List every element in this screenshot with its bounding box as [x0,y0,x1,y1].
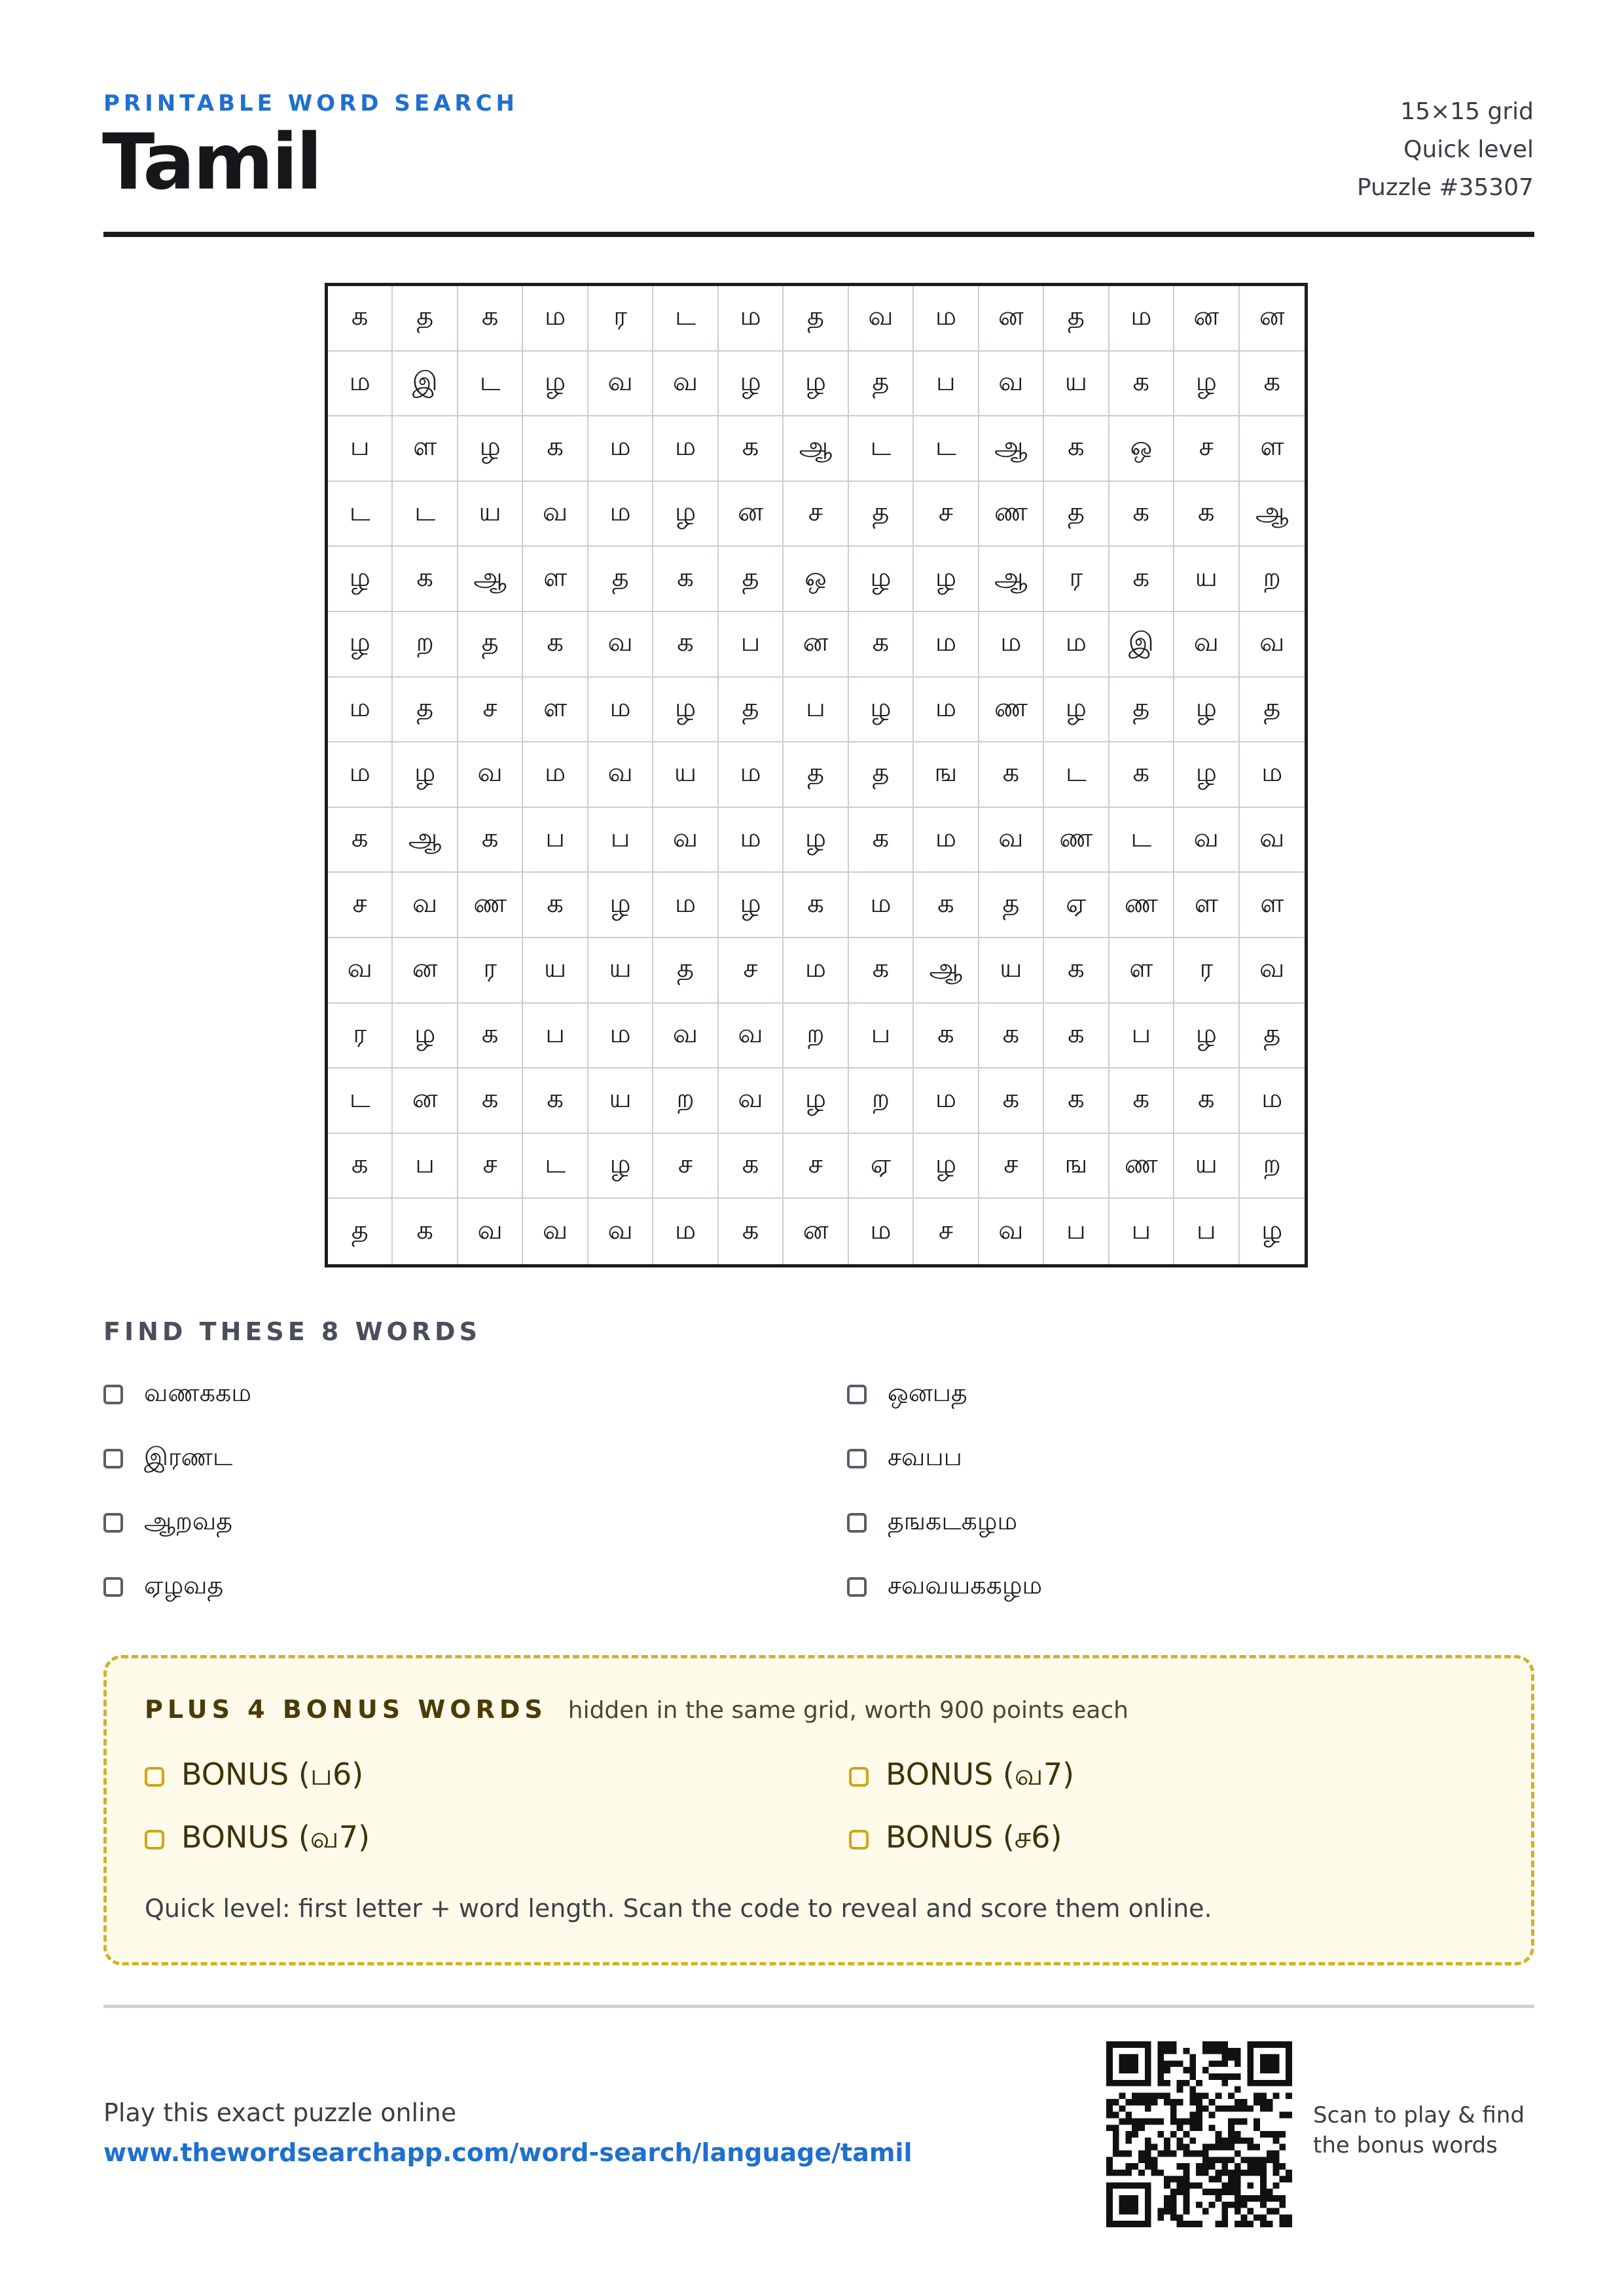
grid-cell[interactable]: ம [979,612,1044,678]
bonus-header [145,1695,1128,1724]
bonus-title: PLUS 4 BONUS WORDS [145,1695,547,1724]
grid-cell[interactable]: வ [979,808,1044,873]
grid-cell[interactable]: ம [653,873,718,938]
grid-cell[interactable]: ப [523,1004,588,1069]
grid-cell[interactable]: ப [1044,1199,1109,1264]
grid-cell[interactable]: வ [653,352,718,417]
grid-cell[interactable]: ழ [393,742,458,808]
grid-cell[interactable]: ய [979,938,1044,1004]
grid-cell[interactable]: ண [1110,1134,1174,1199]
grid-cell[interactable]: ன [1174,286,1239,352]
grid-cell[interactable]: த [784,286,848,352]
grid-cell[interactable]: ர [1174,938,1239,1004]
word-item[interactable] [103,1375,251,1414]
grid-cell[interactable]: ன [719,482,784,547]
grid-cell[interactable]: ழ [1174,678,1239,743]
grid-cell[interactable]: ப [719,612,784,678]
grid-cell[interactable]: ம [1240,742,1305,808]
grid-cell[interactable]: ஒ [784,547,848,612]
grid-cell[interactable]: வ [979,352,1044,417]
word-text: வணககம [144,1378,251,1407]
grid-cell[interactable]: ள [1240,416,1305,482]
grid-cell[interactable]: க [849,938,914,1004]
word-text: இரணட [144,1442,233,1471]
grid-cell[interactable]: ழ [653,482,718,547]
grid-cell[interactable]: ச [784,482,848,547]
bonus-subtitle: hidden in the same grid, worth 900 points each [568,1697,1128,1724]
grid-cell[interactable]: ம [588,1004,653,1069]
grid-cell[interactable]: ம [914,612,979,678]
grid-cell[interactable]: ட [393,482,458,547]
grid-cell[interactable]: ம [1240,1068,1305,1134]
bonus-item[interactable] [145,1757,363,1796]
grid-cell[interactable]: ள [1110,938,1174,1004]
grid-cell[interactable]: ப [393,1134,458,1199]
grid-cell[interactable]: ஆ [393,808,458,873]
grid-cell[interactable]: வ [328,938,393,1004]
grid-cell[interactable]: ண [1110,873,1174,938]
grid-cell[interactable]: த [393,286,458,352]
word-text: சவவயககழம [888,1571,1043,1599]
grid-cell[interactable]: வ [588,612,653,678]
grid-cell[interactable]: க [1044,1004,1109,1069]
word-text: ஆறவத [144,1506,233,1535]
grid-cell[interactable]: ப [1174,1199,1239,1264]
grid-cell[interactable]: ழ [719,352,784,417]
grid-cell[interactable]: க [1240,352,1305,417]
grid-cell[interactable]: ம [328,742,393,808]
grid-cell[interactable]: ட [328,482,393,547]
grid-cell[interactable]: வ [719,1068,784,1134]
grid-cell[interactable]: ழ [653,678,718,743]
grid-cell[interactable]: ம [719,286,784,352]
grid-cell[interactable]: க [328,808,393,873]
grid-cell[interactable]: ஆ [458,547,523,612]
grid-cell[interactable]: ம [719,742,784,808]
grid-cell[interactable]: இ [393,352,458,417]
grid-cell[interactable]: க [849,808,914,873]
grid-cell[interactable]: வ [979,1199,1044,1264]
grid-cell[interactable]: ம [588,416,653,482]
grid-cell[interactable]: க [523,1068,588,1134]
grid-cell[interactable]: ன [393,938,458,1004]
grid-cell[interactable]: ய [523,938,588,1004]
grid-cell[interactable]: ழ [328,547,393,612]
grid-cell[interactable]: ச [979,1134,1044,1199]
grid-cell[interactable]: த [784,742,848,808]
grid-cell[interactable]: க [849,612,914,678]
grid-cell[interactable]: க [784,873,848,938]
grid-cell[interactable]: ய [1044,352,1109,417]
grid-cell[interactable]: க [458,286,523,352]
grid-cell[interactable]: ச [914,1199,979,1264]
grid-cell[interactable]: இ [1110,612,1174,678]
bonus-item-text: BONUS (வ7) [181,1819,370,1855]
grid-cell[interactable]: ண [1044,808,1109,873]
grid-cell[interactable]: த [393,678,458,743]
grid-cell[interactable]: வ [1240,938,1305,1004]
grid-cell[interactable]: க [523,416,588,482]
grid-size: 15×15 grid [1400,98,1534,125]
grid-cell[interactable]: ழ [784,352,848,417]
grid-cell[interactable]: த [849,352,914,417]
grid-cell[interactable]: ள [523,678,588,743]
grid-cell[interactable]: ர [458,938,523,1004]
grid-cell[interactable]: க [979,742,1044,808]
checkbox-icon[interactable] [145,1830,164,1850]
grid-cell[interactable]: ம [849,873,914,938]
grid-cell[interactable]: ற [1240,1134,1305,1199]
grid-cell[interactable]: ட [458,352,523,417]
grid-cell[interactable]: ஆ [914,938,979,1004]
grid-cell[interactable]: ழ [588,873,653,938]
checkbox-icon[interactable] [847,1513,867,1533]
grid-cell[interactable]: ய [458,482,523,547]
page-title: Tamil [102,117,321,207]
grid-cell[interactable]: வ [523,1199,588,1264]
grid-cell[interactable]: ண [458,873,523,938]
qr-caption-line: the bonus words [1313,2132,1498,2159]
word-text: ஏழவத [144,1571,224,1599]
grid-cell[interactable]: வ [523,482,588,547]
grid-cell[interactable]: ய [653,742,718,808]
grid-cell[interactable]: த [1240,678,1305,743]
grid-cell[interactable]: க [914,873,979,938]
checkbox-icon[interactable] [103,1577,123,1597]
grid-cell[interactable]: ம [588,482,653,547]
grid-cell[interactable]: க [1174,482,1239,547]
bonus-item[interactable] [145,1819,370,1859]
qr-code-icon[interactable] [1106,2041,1292,2227]
grid-cell[interactable]: ழ [458,416,523,482]
grid-cell[interactable]: ஆ [784,416,848,482]
grid-cell[interactable]: த [719,678,784,743]
grid-cell[interactable]: ட [1044,742,1109,808]
grid-cell[interactable]: வ [1174,808,1239,873]
grid-cell[interactable]: க [979,1004,1044,1069]
play-online-label: Play this exact puzzle online [103,2098,457,2127]
grid-cell[interactable]: ட [653,286,718,352]
grid-cell[interactable]: வ [588,352,653,417]
word-list-title: FIND THESE 8 WORDS [103,1317,481,1346]
grid-cell[interactable]: ழ [1044,678,1109,743]
grid-cell[interactable]: த [849,742,914,808]
grid-cell[interactable]: க [1110,742,1174,808]
grid-cell[interactable]: ம [588,678,653,743]
grid-cell[interactable]: ம [328,352,393,417]
bonus-panel [103,1655,1534,1965]
grid-cell[interactable]: க [1110,352,1174,417]
bonus-item-text: BONUS (ப6) [181,1757,364,1792]
grid-cell[interactable]: த [458,612,523,678]
grid-cell[interactable]: ழ [914,1134,979,1199]
grid-cell[interactable]: வ [393,873,458,938]
footer-divider [103,2005,1534,2008]
grid-cell[interactable]: வ [653,1004,718,1069]
grid-cell[interactable]: ச [914,482,979,547]
grid-cell[interactable]: ஆ [1240,482,1305,547]
grid-cell[interactable]: க [719,1134,784,1199]
grid-cell[interactable]: ள [1240,873,1305,938]
grid-cell[interactable]: ள [393,416,458,482]
grid-cell[interactable]: க [914,1004,979,1069]
grid-cell[interactable]: த [719,547,784,612]
grid-cell[interactable]: ப [914,352,979,417]
grid-cell[interactable]: த [1240,1004,1305,1069]
grid-cell[interactable]: க [1174,1068,1239,1134]
grid-cell[interactable]: ய [588,938,653,1004]
grid-cell[interactable]: ம [653,416,718,482]
grid-cell[interactable]: க [979,1068,1044,1134]
grid-cell[interactable]: க [393,1199,458,1264]
grid-cell[interactable]: க [653,547,718,612]
grid-cell[interactable]: ற [1240,547,1305,612]
grid-cell[interactable]: ப [1110,1004,1174,1069]
grid-cell[interactable]: வ [458,1199,523,1264]
letter-grid[interactable] [325,283,1308,1267]
grid-cell[interactable]: ள [523,547,588,612]
grid-cell[interactable]: வ [588,742,653,808]
bonus-item[interactable] [849,1757,1074,1796]
word-item[interactable] [103,1439,232,1478]
grid-cell[interactable]: ன [1240,286,1305,352]
grid-cell[interactable]: ற [784,1004,848,1069]
grid-cell[interactable]: க [719,416,784,482]
checkbox-icon[interactable] [103,1385,123,1404]
grid-cell[interactable]: ன [784,612,848,678]
word-list [103,1375,1534,1637]
grid-cell[interactable]: ழ [914,547,979,612]
grid-cell[interactable]: ழ [1261,1214,1283,1245]
grid-cell[interactable]: ச [719,938,784,1004]
grid-cell[interactable]: ஏ [849,1134,914,1199]
grid-cell[interactable]: ச [1174,416,1239,482]
grid-cell[interactable]: வ [588,1199,653,1264]
grid-cell[interactable]: ஆ [979,547,1044,612]
grid-cell[interactable]: ள [1174,873,1239,938]
puzzle-meta [1357,93,1534,207]
header-divider [103,232,1534,237]
grid-cell[interactable]: ட [914,416,979,482]
grid-cell[interactable]: வ [1174,612,1239,678]
grid-cell[interactable]: ம [653,1199,718,1264]
grid-cell[interactable]: வ [458,742,523,808]
word-text: ஒனபத [888,1378,967,1407]
grid-cell[interactable]: ய [1174,1134,1239,1199]
qr-caption [1313,2100,1525,2160]
checkbox-icon[interactable] [847,1449,867,1468]
grid-cell[interactable]: க [458,808,523,873]
bonus-item[interactable] [849,1819,1062,1859]
grid-cell[interactable]: ங [914,742,979,808]
puzzle-number: Puzzle #35307 [1357,174,1534,201]
grid-cell[interactable]: க [328,286,393,352]
grid-cell[interactable]: ன [784,1199,848,1264]
grid-cell[interactable]: ற [849,1068,914,1134]
grid-cell[interactable]: ஆ [979,416,1044,482]
grid-cell[interactable]: ப [849,1004,914,1069]
grid-cell[interactable]: ப [523,808,588,873]
word-item[interactable] [847,1503,1017,1542]
grid-cell[interactable]: ம [914,286,979,352]
grid-cell[interactable]: ற [393,612,458,678]
grid-cell[interactable]: ம [914,1068,979,1134]
checkbox-icon[interactable] [103,1513,123,1533]
checkbox-icon[interactable] [847,1385,867,1404]
checkbox-icon[interactable] [103,1449,123,1468]
grid-cell[interactable]: ழ [328,612,393,678]
checkbox-icon[interactable] [145,1767,164,1787]
grid-cell[interactable]: ச [653,1134,718,1199]
grid-cell[interactable]: க [1110,482,1174,547]
grid-cell[interactable]: ழ [719,873,784,938]
grid-cell[interactable]: த [979,873,1044,938]
grid-cell[interactable]: ண [979,482,1044,547]
grid-cell[interactable]: ழ [784,1068,848,1134]
word-item[interactable] [847,1375,967,1414]
grid-cell[interactable]: ப [784,678,848,743]
grid-cell[interactable]: ர [588,286,653,352]
grid-cell[interactable]: ன [979,286,1044,352]
grid-cell[interactable]: க [1044,416,1109,482]
grid-cell[interactable]: க [523,873,588,938]
checkbox-icon[interactable] [849,1830,869,1850]
grid-cell[interactable]: வ [849,286,914,352]
grid-cell[interactable]: க [458,1068,523,1134]
grid-cell[interactable]: த [1044,482,1109,547]
grid-cell[interactable]: ர [1044,547,1109,612]
word-text: தஙகடகழம [888,1506,1018,1535]
grid-cell[interactable]: ழ [849,678,914,743]
grid-cell[interactable]: த [653,938,718,1004]
grid-cell[interactable]: க [523,612,588,678]
grid-cell[interactable]: ற [653,1068,718,1134]
page-kicker: PRINTABLE WORD SEARCH [103,90,518,117]
word-item[interactable] [103,1567,223,1607]
grid-cell[interactable]: ம [784,938,848,1004]
grid-cell[interactable]: ச [784,1134,848,1199]
grid-cell[interactable]: ண [979,678,1044,743]
grid-cell[interactable]: ட [523,1134,588,1199]
checkbox-icon[interactable] [847,1577,867,1597]
grid-cell[interactable]: ய [1174,547,1239,612]
grid-cell[interactable]: ம [1110,286,1174,352]
grid-cell[interactable]: க [393,547,458,612]
word-text: சவபப [888,1442,962,1471]
grid-cell[interactable]: ழ [784,808,848,873]
grid-cell[interactable]: வ [1240,808,1305,873]
grid-cell[interactable]: க [1044,938,1109,1004]
grid-cell[interactable]: ம [849,1199,914,1264]
grid-cell[interactable]: த [328,1199,393,1264]
grid-cell[interactable]: ப [328,416,393,482]
grid-cell[interactable]: ழ [1174,352,1239,417]
grid-cell[interactable]: ம [1044,612,1109,678]
bonus-item-text: BONUS (ச6) [886,1819,1062,1855]
grid-cell[interactable]: ம [914,678,979,743]
grid-cell[interactable]: க [458,1004,523,1069]
grid-cell[interactable]: ங [1044,1134,1109,1199]
word-item[interactable] [847,1567,1042,1607]
grid-cell[interactable]: ட [849,416,914,482]
grid-cell[interactable]: க [1110,547,1174,612]
word-item[interactable] [103,1503,232,1542]
difficulty-level: Quick level [1403,136,1534,163]
grid-cell[interactable]: ழ [588,1134,653,1199]
grid-cell[interactable]: ழ [393,1004,458,1069]
grid-cell[interactable]: ழ [849,547,914,612]
grid-cell[interactable]: ய [588,1068,653,1134]
bonus-item-text: BONUS (வ7) [886,1757,1075,1792]
grid-cell[interactable]: ப [588,808,653,873]
grid-cell[interactable]: த [588,547,653,612]
grid-cell[interactable]: ம [914,808,979,873]
grid-cell[interactable]: க [1044,1068,1109,1134]
grid-cell[interactable]: ஏ [1044,873,1109,938]
grid-cell[interactable]: க [1110,1068,1174,1134]
grid-cell[interactable]: ழ [523,352,588,417]
grid-cell[interactable]: ழ [1174,742,1239,808]
grid-cell[interactable]: ஒ [1110,416,1174,482]
grid-cell[interactable]: ப [1110,1199,1174,1264]
grid-cell[interactable]: ன [393,1068,458,1134]
grid-cell[interactable]: வ [719,1004,784,1069]
grid-cell[interactable]: த [1110,678,1174,743]
grid-cell[interactable]: ட [1110,808,1174,873]
puzzle-link[interactable]: www.thewordsearchapp.com/word-search/language/tamil [103,2138,912,2167]
grid-cell[interactable]: ழ [1174,1004,1239,1069]
qr-caption-line: Scan to play & find [1313,2102,1525,2128]
grid-cell[interactable]: ம [523,742,588,808]
grid-cell[interactable]: ச [328,873,393,938]
word-item[interactable] [847,1439,962,1478]
grid-cell[interactable]: ம [719,808,784,873]
grid-cell[interactable]: க [328,1134,393,1199]
grid-cell[interactable]: க [719,1199,784,1264]
grid-cell[interactable]: ச [458,1134,523,1199]
grid-cell[interactable]: ட [328,1068,393,1134]
grid-cell[interactable]: வ [1240,612,1305,678]
checkbox-icon[interactable] [849,1767,869,1787]
grid-cell[interactable]: ம [328,678,393,743]
grid-cell[interactable]: ம [523,286,588,352]
bonus-note: Quick level: first letter + word length. Scan the code to reveal and score them online. [145,1894,1212,1923]
grid-cell[interactable]: த [849,482,914,547]
grid-cell[interactable]: ர [328,1004,393,1069]
grid-cell[interactable]: த [1044,286,1109,352]
grid-cell[interactable]: க [653,612,718,678]
grid-cell[interactable]: வ [653,808,718,873]
grid-cell[interactable]: ச [458,678,523,743]
